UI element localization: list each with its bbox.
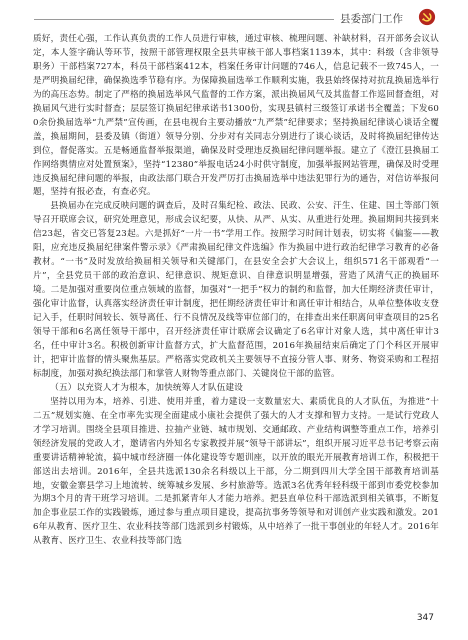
running-header-title: 县委部门工作: [340, 13, 403, 25]
page-number: 347: [416, 613, 434, 623]
body-paragraph: 坚持以用为本，培养、引进、使用并重，着力建设一支数量宏大、素质优良的人才队伍，为推进“十二五”规划实施、在全市率先实现全面建成小康社会提供了强大的人才支撑和智力支持。一是试行党政人才学习培训。围绕全县项目推进、拉抽产业链、城市规划、交通邮政、产业结构调整等重点工作，培养引领经济发展的党政人才，邀请省内外知名专家教授并展“领导干部讲坛”，组织开展习近平总书记考察云南重要讲话精神轮流，搞中城市经济圈一体化建设等专题训座，以开放的眼光开展教育培训工作，积极把干部送出去培训。2016年，全县共选派130余名科级以上干部，分二期到四川大学全国干部教育培训基地，安徽金寨县学习上地流转、统筹城乡发展、乡村旅游等。选派3名优秀年轻科级干部到市委党校参加为期3个月的青干班学习培训。二是抓紧青年人才能力培养。把县直单位科干部选派到相关镇事，不断复加企事业层工作的实践锻炼，通过参与重点项目建设，提高抗事务等领导和对训创产业实践和激发。2016年从教育、医疗卫生、农业科技等部门选派到乡村锻炼，从中培养了一批干事创业的年轻人才。2016年从教育、医疗卫生、农业科技等部门选: [33, 396, 439, 547]
party-emblem-icon: [418, 8, 436, 26]
section-heading: （五）以充资人才为根本，加快统筹人才队伍建设: [50, 382, 244, 393]
header-divider: [34, 19, 334, 20]
body-paragraph: 县换届办在完成反映问题的调查后，及时召集纪检、政法、民政、公安、汗生、住建、国土等部门领导召开联席会议，研究处理意见，形成会议纪要，从快、从严、从实、从重进行处理。换届期间共接到来信23起，省交已答复23起。六是抓好“一片一书”学用工作。按照学习时间计划表，切实将《偏鉴——教阳，应充违反换届纪律案件警示录》《严肃换届纪律文件选编》作为换届中进行政治纪律学习教育的必备教材。“一书”及时发放给换届相关领导和关键部门，在县安全会扩大会议上，组织571名干部观看“一片”，全县党员干部的政治意识、纪律意识、规矩意识、自律意识明显增强，营造了风清气正的换届环境。二是加强对重要岗位重点领域的监督，加强对“一把手”权力的制约和监督，加大任期经济责任审计，强化审计监督，认真落实经济责任审计制度，把任期经济责任审计和离任审计相结合，从单位整体收支登记入手，任职时间较长、领导离任、行不良情况及线等审位部门的，在排查出来任职离问审查项目的25名领导干部和6名离任领导干部中，召开经济责任审计联席会议确定了6名审计对象人选，其中离任审计3名，任中审计3名。积极创新审计监督方式，扩大监督范围，2016年换届结束后确定了门个科区开展审计，把审计监督的情头聚焦基层。严格落实党政机关主要领导不直接分管人事、财务、物资采购和工程招标制度，加强对换纪换法部门和掌管人财物等重点部门、关键岗位干部的监管。: [33, 201, 439, 379]
article-body: [33, 33, 439, 549]
body-paragraph: 质好，责任心强，工作认真负责的工作人员进行审核，通过审核、梳理问题、补缺材料，召开部务会议认定，本人签字确认等环节，按照干部管理权限全县共审核干部人事档案1139本，其中：科级（含非领导职务）干部档案727本，科员干部档案412本，档案任务审计问题的746人，信息记载不一致745人，一是严明换届纪律，确保换选季节稳有序。为保障换届选举工作顺利实施，我县始终保持对抗乱换届选举行为的高压态势。制定了严格的换届选举风气监督的工作方案，派出换届风气及其监督工作巡回督查组，对换届风气进行实时督查；层层签订换届纪律承诺书1300份，实现县镇村三级签订承诺书全覆盖；下发600余份换届选举“九严禁”宣传画，在县电视台主要动播放“九严禁”纪律要求；坚持换届纪律谈心谈话全覆盖，换届期间，县委及镇（街道）领导分别、分步对有关同志分别进行了谈心谈话，及时将换届纪律传达到位，督促落实。五是畅通监督举报渠道，确保及时受理违反换届纪律问题举报。建立了《澄江县换届工作网络舆情应对处置预案》，坚持“12380”举报电话24小时供守制度，加强举报网站管理，确保及时受理违反换届纪律问题的举报，由政法部门联合开发严厉打击换届选举中违法犯罪行为的通告，对信访举报问题，坚持有报必查，有查必究。: [33, 34, 439, 198]
